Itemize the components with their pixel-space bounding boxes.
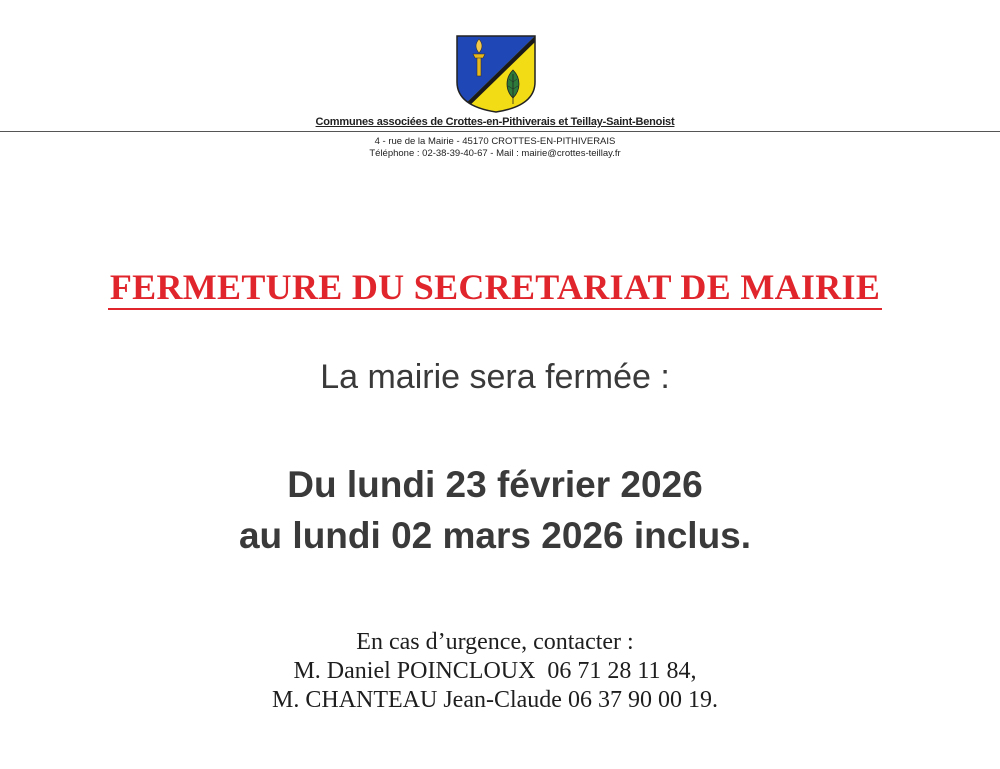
closure-dates bbox=[0, 459, 990, 561]
org-contact-line: Téléphone : 02-38-39-40-67 - Mail : mairie@crottes-teillay.fr bbox=[369, 148, 621, 159]
notice-title bbox=[0, 266, 990, 308]
contact-chanteau: M. CHANTEAU Jean-Claude 06 37 90 00 19. bbox=[272, 687, 718, 713]
contact-poincloux: M. Daniel POINCLOUX 06 71 28 11 84, bbox=[293, 658, 697, 684]
emergency-contacts bbox=[0, 628, 990, 715]
header-divider bbox=[0, 131, 1000, 132]
org-name: Communes associées de Crottes-en-Pithiverais et Teillay-Saint-Benoist bbox=[315, 116, 675, 128]
date-end: au lundi 02 mars 2026 inclus. bbox=[238, 515, 752, 556]
emergency-label: En cas d’urgence, contacter : bbox=[356, 629, 634, 655]
closure-intro: La mairie sera fermée : bbox=[320, 358, 670, 396]
coat-of-arms-icon bbox=[455, 34, 537, 114]
org-address: 4 - rue de la Mairie - 45170 CROTTES-EN-PITHIVERAIS bbox=[374, 136, 616, 147]
notice-title-text: FERMETURE DU SECRETARIAT DE MAIRIE bbox=[108, 267, 882, 310]
date-start: Du lundi 23 février 2026 bbox=[287, 464, 703, 505]
org-address-block bbox=[0, 136, 990, 160]
